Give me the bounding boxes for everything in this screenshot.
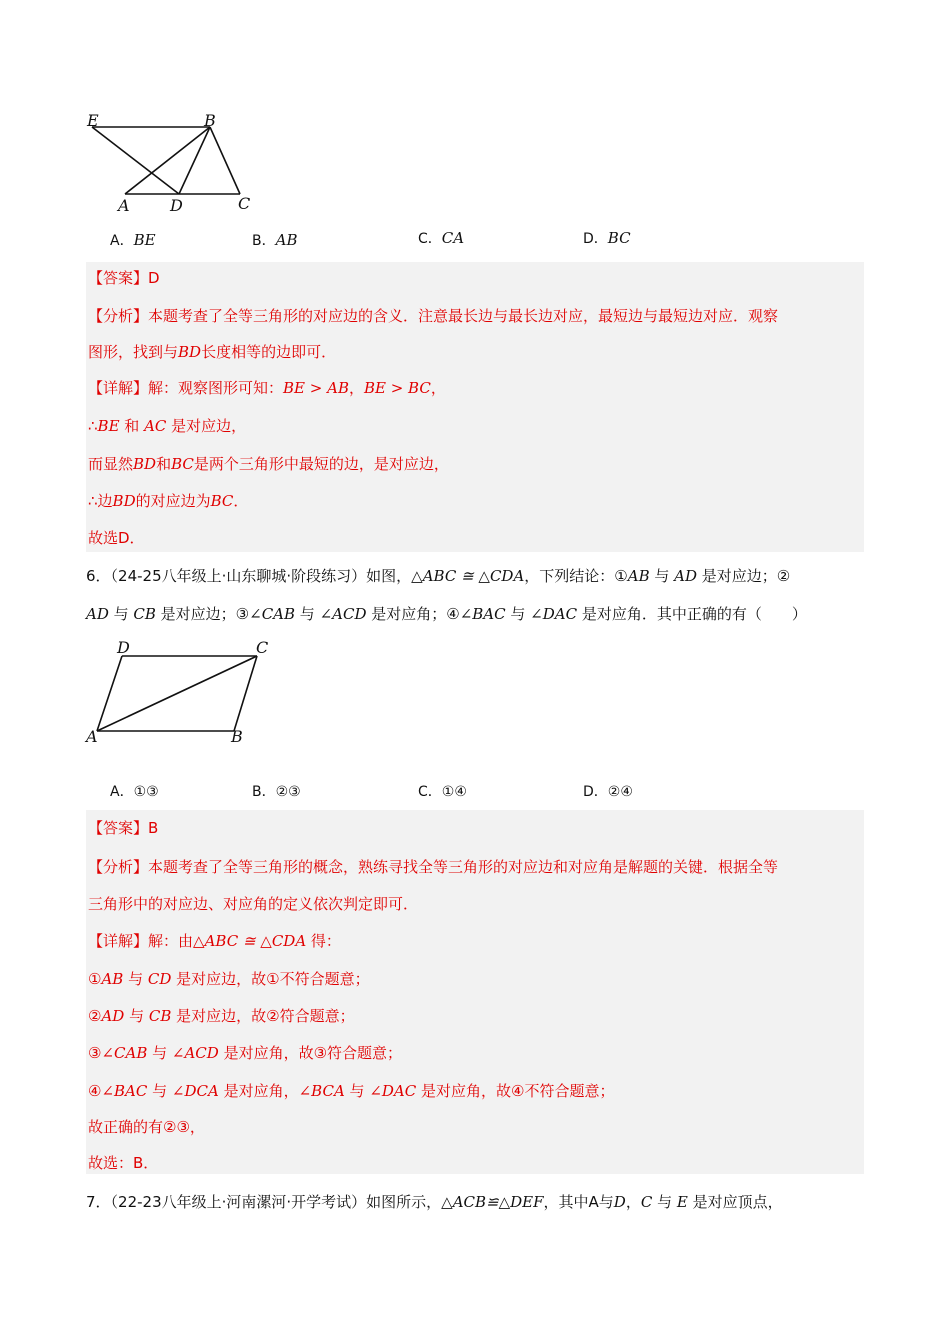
math: ∠DAC xyxy=(530,605,578,623)
text: 得： xyxy=(306,932,341,950)
detail-step-4 xyxy=(88,1081,614,1101)
detail-tag: 【详解】 xyxy=(88,932,149,950)
label-d: D xyxy=(170,196,183,215)
text: 是对应角．其中正确的有（ ） xyxy=(577,605,807,623)
text: ∴ xyxy=(88,417,98,435)
label-c: C xyxy=(238,194,251,213)
math: E xyxy=(676,1193,688,1211)
question-number: 6． xyxy=(86,567,111,585)
text: ， xyxy=(625,1193,641,1211)
text: 与 xyxy=(108,605,134,623)
question-source: （24-25八年级上·山东聊城·阶段练习）如图， xyxy=(110,567,412,585)
option-letter: C． xyxy=(418,784,442,800)
math: CB xyxy=(148,1007,172,1025)
q7-stem-line-1 xyxy=(86,1192,783,1212)
text: 解：观察图形可知： xyxy=(148,379,284,397)
text: 是对应边， xyxy=(166,417,247,435)
text: 是对应边；③ xyxy=(155,605,250,623)
detail-step-3 xyxy=(88,491,248,511)
text: 与 xyxy=(505,605,531,623)
math: ∠BAC xyxy=(459,605,506,623)
detail-line xyxy=(88,931,341,951)
text: 的对应边为 xyxy=(135,492,211,510)
text: ， xyxy=(348,379,364,397)
math: AD xyxy=(101,1007,125,1025)
label-d: D xyxy=(117,638,130,657)
analysis-tag: 【分析】 xyxy=(88,858,149,876)
segment-ac xyxy=(97,656,257,731)
text: ，下列结论：① xyxy=(524,567,628,585)
math: ∠BAC xyxy=(101,1082,148,1100)
text: 与 xyxy=(147,1044,172,1062)
math: ∠DCA xyxy=(171,1082,219,1100)
q5-figure-svg xyxy=(80,108,270,218)
answer-line xyxy=(88,818,158,838)
detail-step-4 xyxy=(88,528,145,548)
math: D xyxy=(613,1193,626,1211)
text: 与 xyxy=(649,567,675,585)
q6-figure xyxy=(84,636,284,748)
analysis-line-2 xyxy=(88,342,336,362)
detail-step-5 xyxy=(88,1117,205,1137)
option-value: AB xyxy=(275,231,298,249)
detail-step-2 xyxy=(88,1006,355,1026)
q5-option-d[interactable] xyxy=(583,228,631,248)
text: 与 xyxy=(124,1007,149,1025)
label-c: C xyxy=(256,638,269,657)
math: AD xyxy=(674,567,698,585)
math: ∠ACD xyxy=(171,1044,219,1062)
label-a: A xyxy=(86,727,98,746)
q5-figure xyxy=(80,108,270,218)
answer-tag: 【答案】 xyxy=(88,269,149,287)
option-letter: B． xyxy=(252,233,276,249)
option-value: ①④ xyxy=(441,784,467,800)
math: ∠ACD xyxy=(319,605,367,623)
math: ∠BCA xyxy=(298,1082,345,1100)
option-letter: A． xyxy=(110,784,134,800)
text: ． xyxy=(233,492,249,510)
option-letter: D． xyxy=(583,784,608,800)
q6-option-b[interactable] xyxy=(252,781,301,801)
segment-bd xyxy=(179,127,210,194)
q5-option-b[interactable] xyxy=(252,230,297,250)
text: ， xyxy=(430,379,446,397)
analysis-line-2 xyxy=(88,894,418,914)
text: ，其中A与 xyxy=(543,1193,614,1211)
math: △ABC ≅ △CDA xyxy=(193,932,307,950)
math: AC xyxy=(144,417,167,435)
q6-stem-line-1 xyxy=(86,566,790,586)
text: 和 xyxy=(156,455,172,473)
math: BE xyxy=(97,417,120,435)
question-number: 7． xyxy=(86,1193,111,1211)
math: ∠CAB xyxy=(101,1044,148,1062)
option-value: CA xyxy=(441,229,465,247)
text: 是两个三角形中最短的边，是对应边， xyxy=(193,455,449,473)
text: 是对应角， xyxy=(218,1082,299,1100)
text: 与 xyxy=(295,605,320,623)
math: BD xyxy=(178,343,202,361)
q5-option-c[interactable] xyxy=(418,228,464,248)
analysis-text: 本题考查了全等三角形的对应边的含义．注意最长边与最长边对应，最短边与最短边对应．观察 xyxy=(148,307,779,325)
text: 是对应角；④ xyxy=(366,605,460,623)
analysis-text: 本题考查了全等三角形的概念，熟练寻找全等三角形的对应边和对应角是解题的关键．根据全等 xyxy=(148,858,779,876)
q6-solution-panel xyxy=(86,810,864,1174)
math: AD xyxy=(86,605,109,623)
answer-value: D xyxy=(148,269,160,287)
math: BC xyxy=(210,492,234,510)
text: 图形，找到与 xyxy=(88,343,179,361)
q6-option-a[interactable] xyxy=(110,781,159,801)
label-e: E xyxy=(87,111,99,130)
detail-step-3 xyxy=(88,1043,402,1063)
text: ③ xyxy=(88,1044,102,1062)
segment-da xyxy=(97,656,122,731)
detail-step-1 xyxy=(88,969,370,989)
math: C xyxy=(640,1193,653,1211)
detail-step-6 xyxy=(88,1153,158,1173)
math: CD xyxy=(147,970,172,988)
math: AB xyxy=(101,970,124,988)
math: BD xyxy=(133,455,157,473)
option-value: BE xyxy=(133,231,156,249)
text: ④ xyxy=(88,1082,102,1100)
q6-stem-line-2 xyxy=(86,604,807,624)
label-b: B xyxy=(204,111,216,130)
text: ② xyxy=(88,1007,102,1025)
math: △ACB≌△DEF xyxy=(441,1193,544,1211)
q6-option-c[interactable] xyxy=(418,781,467,801)
option-value: ②③ xyxy=(275,784,301,800)
segment-bc xyxy=(210,127,240,194)
text: 是对应角，故③符合题意； xyxy=(218,1044,403,1062)
answer-value: B xyxy=(148,819,159,837)
text: 是对应角，故④不符合题意； xyxy=(416,1082,615,1100)
text: 长度相等的边即可． xyxy=(201,343,337,361)
text: 是对应边，故①不符合题意； xyxy=(171,970,370,988)
text: 而显然 xyxy=(88,455,134,473)
math: BE > BC xyxy=(363,379,431,397)
q5-option-a[interactable] xyxy=(110,230,156,250)
math: AB xyxy=(627,567,650,585)
text: 与 xyxy=(652,1193,677,1211)
text: 和 xyxy=(119,417,145,435)
math: ∠CAB xyxy=(249,605,296,623)
text: 与 xyxy=(344,1082,370,1100)
q6-figure-svg xyxy=(84,636,284,748)
text: 是对应边；② xyxy=(697,567,791,585)
q6-option-d[interactable] xyxy=(583,781,633,801)
answer-tag: 【答案】 xyxy=(88,819,149,837)
option-value: ②④ xyxy=(607,784,633,800)
detail-step-2 xyxy=(88,454,449,474)
text: 故选：B． xyxy=(88,1154,159,1172)
text: 是对应顶点， xyxy=(687,1193,783,1211)
math: CB xyxy=(133,605,156,623)
text: 是对应边，故②符合题意； xyxy=(171,1007,355,1025)
text: 解：由 xyxy=(148,932,194,950)
q5-solution-panel xyxy=(86,262,864,552)
text: 故选D． xyxy=(88,529,145,547)
segment-cb xyxy=(234,656,257,731)
detail-step-1 xyxy=(88,416,246,436)
text: ∴边 xyxy=(88,492,113,510)
segment-ba xyxy=(125,127,210,194)
math: BE > AB xyxy=(283,379,349,397)
option-letter: C． xyxy=(418,231,442,247)
math: △ABC ≅ △CDA xyxy=(411,567,525,585)
label-b: B xyxy=(231,727,243,746)
option-letter: D． xyxy=(583,231,608,247)
math: ∠DAC xyxy=(369,1082,417,1100)
text: 与 xyxy=(123,970,148,988)
segment-ed xyxy=(92,127,179,194)
detail-tag: 【详解】 xyxy=(88,379,149,397)
analysis-tag: 【分析】 xyxy=(88,307,149,325)
option-letter: A． xyxy=(110,233,134,249)
question-source: （22-23八年级上·河南漯河·开学考试）如图所示， xyxy=(110,1193,442,1211)
text: 故正确的有②③， xyxy=(88,1118,205,1136)
analysis-line-1 xyxy=(88,306,778,326)
analysis-line-1 xyxy=(88,857,778,877)
option-value: ①③ xyxy=(133,784,159,800)
detail-line xyxy=(88,378,446,398)
text: 与 xyxy=(147,1082,172,1100)
analysis-text: 三角形中的对应边、对应角的定义依次判定即可． xyxy=(88,895,419,913)
option-letter: B． xyxy=(252,784,276,800)
math: BD xyxy=(112,492,136,510)
option-value: BC xyxy=(607,229,631,247)
label-a: A xyxy=(118,196,130,215)
text: ① xyxy=(88,970,102,988)
answer-line xyxy=(88,268,160,288)
math: BC xyxy=(171,455,194,473)
